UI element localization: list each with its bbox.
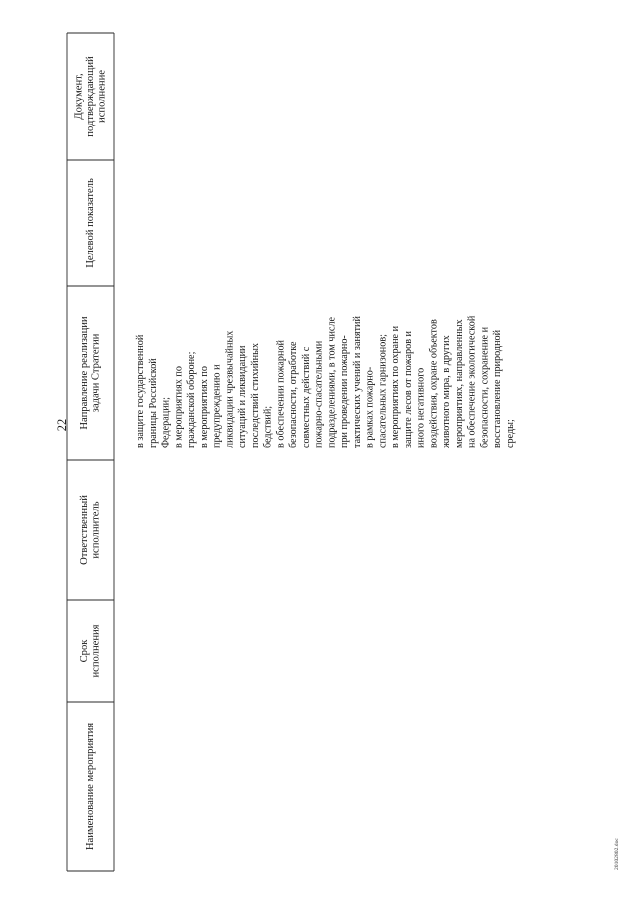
direction-text-line: тактических учений и занятий	[351, 316, 363, 448]
header-label-line: подтверждающий	[84, 56, 96, 137]
direction-text-line: иного негативного	[415, 367, 427, 448]
direction-text-line: на обеспечение экологической	[466, 315, 478, 448]
header-label-line: Целевой показатель	[84, 178, 96, 268]
direction-text-line: в рамках пожарно-	[364, 366, 376, 448]
header-label-line: Наименование мероприятия	[84, 722, 96, 851]
direction-cell-text	[135, 315, 516, 449]
header-label-line: Направление реализации	[79, 316, 91, 430]
header-label-line: исполнение	[96, 70, 108, 123]
direction-text-line: в мероприятиях по	[173, 366, 185, 448]
direction-text-line: спасательных гарнизонов;	[377, 334, 389, 448]
header-cell-deadline	[79, 624, 102, 677]
header-cell-target_indicator	[85, 178, 96, 268]
direction-text-line: гражданской обороне;	[186, 351, 197, 448]
header-label-line: исполнения	[90, 624, 102, 678]
direction-text-line: восстановление природной	[492, 329, 503, 448]
direction-text-line: последствий стихийных	[249, 342, 261, 448]
direction-text-line: безопасности, отработке	[288, 341, 299, 448]
direction-text-line: мероприятиях, направленных	[453, 319, 465, 448]
direction-text-line: Федерации;	[160, 397, 172, 448]
page-number: 22	[54, 418, 69, 432]
header-cell-responsible	[79, 495, 102, 565]
direction-text-line: пожарно-спасательными	[313, 340, 325, 448]
header-label-line: задачи Стратегии	[90, 333, 102, 413]
direction-text-line: животного мира, в других	[441, 335, 452, 448]
table-header-row	[73, 56, 107, 850]
direction-text-line: в обеспечении пожарной	[275, 339, 287, 448]
header-label-line: Документ,	[73, 73, 85, 120]
direction-text-line: предупреждению и	[211, 364, 223, 448]
direction-text-line: ликвидации чрезвычайных	[224, 330, 236, 448]
direction-text-line: границы Российской	[147, 358, 159, 448]
header-cell-activity_name	[85, 723, 96, 850]
direction-text-line: безопасности, сохранение и	[479, 326, 491, 448]
header-label-line: Срок	[79, 639, 91, 663]
header-cell-document	[73, 56, 107, 137]
footer-filename: 20102802.doc	[614, 838, 620, 870]
direction-text-line: в мероприятиях по охране и	[390, 325, 401, 448]
direction-text-line: ситуаций и ликвидации	[237, 345, 248, 448]
direction-text-line: в защите государственной	[135, 334, 146, 448]
direction-text-line: в мероприятиях по	[198, 366, 210, 448]
header-label-line: исполнитель	[90, 501, 102, 559]
header-label-line: Ответственный	[79, 495, 91, 565]
direction-text-line: воздействия, охране объектов	[428, 319, 440, 448]
header-cell-direction	[79, 316, 102, 430]
direction-text-line: подразделениями, в том числе	[326, 316, 338, 448]
direction-text-line: среды;	[504, 419, 516, 448]
direction-text-line: защите лесов от пожаров и	[402, 330, 414, 448]
direction-text-line: совместных действий с	[300, 346, 312, 448]
direction-text-line: при проведении пожарно-	[339, 335, 350, 448]
direction-text-line: бедствий;	[262, 405, 274, 448]
